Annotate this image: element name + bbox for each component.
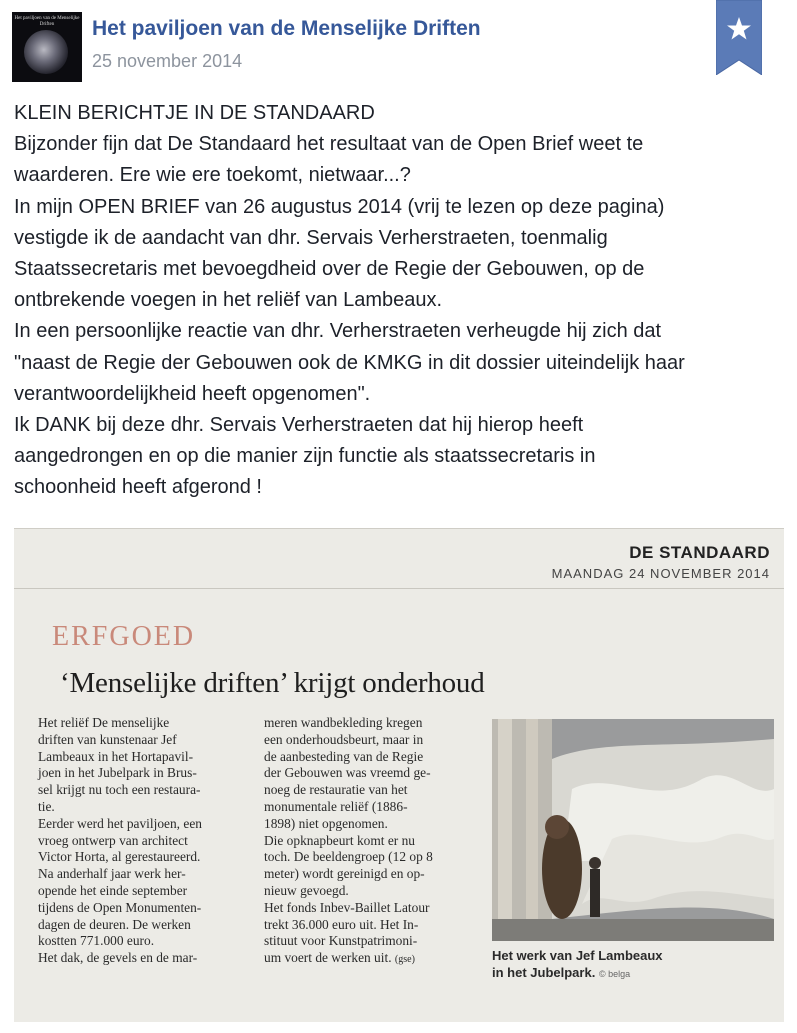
article-line: Eerder werd het paviljoen, een <box>38 815 202 831</box>
post-line: In mijn OPEN BRIEF van 26 augustus 2014 (vrij te lezen op deze pagina) <box>14 195 665 218</box>
author-initials: (gse) <box>394 954 415 966</box>
article-line: meren wandbekleding kregen <box>264 715 423 730</box>
article-line: toch. De beeldengroep (12 op 8 <box>264 849 433 865</box>
post-line: Ik DANK bij deze dhr. Servais Verherstraeten dat hij hierop heeft <box>14 414 584 437</box>
article-line: een onderhoudsbeurt, maar in <box>264 731 424 747</box>
article-line: opende het einde september <box>38 882 188 898</box>
article-line: der Gebouwen was vreemd ge- <box>264 765 431 781</box>
article-line: noeg de restauratie van het <box>264 782 408 798</box>
caption-line-text: in het Jubelpark. <box>492 965 596 980</box>
post-line: Bijzonder fijn dat De Standaard het resultaat van de Open Brief weet te <box>14 133 644 156</box>
post-timestamp[interactable]: 25 november 2014 <box>92 51 243 71</box>
article-line: Na anderhalf jaar werk her- <box>38 866 186 882</box>
article-line: tie. <box>38 798 55 814</box>
article-line-text: um voert de werken uit. <box>264 950 392 966</box>
newspaper-clipping-photo[interactable] <box>14 528 784 1022</box>
post-line: In een persoonlijke reactie van dhr. Verherstraeten verheugde hij zich dat <box>14 320 662 343</box>
article-line: stituut voor Kunstpatrimoni- <box>264 933 418 949</box>
post-line: aangedrongen en op die manier zijn functie als staatssecretaris in <box>14 445 596 468</box>
article-line <box>264 950 486 969</box>
article-column-2 <box>264 715 486 969</box>
post-line: Staatssecretaris met bevoegdheid over de Regie der Gebouwen, op de <box>14 258 645 281</box>
bookmark-ribbon[interactable] <box>716 0 762 75</box>
post-header <box>12 12 712 84</box>
article-line: 1898) niet opgenomen. <box>264 815 388 831</box>
article-line: Die opknapbeurt komt er nu <box>264 832 415 848</box>
page-name-link[interactable]: Het paviljoen van de Menselijke Driften <box>92 17 481 40</box>
section-label: ERFGOED <box>52 621 196 652</box>
caption-line <box>492 964 663 983</box>
post-message <box>14 98 789 504</box>
article-line: meter) wordt gereinigd en op- <box>264 866 425 882</box>
article-line: Victor Horta, al gerestaureerd. <box>38 849 201 865</box>
header-divider <box>14 588 784 589</box>
avatar-image <box>24 30 68 74</box>
newspaper-date: MAANDAG 24 NOVEMBER 2014 <box>551 566 770 581</box>
post-line: KLEIN BERICHTJE IN DE STANDAARD <box>14 102 375 124</box>
article-line: Het fonds Inbev-Baillet Latour <box>264 899 430 915</box>
post-line: vestigde ik de aandacht van dhr. Servais Verherstraeten, toenmalig <box>14 226 608 249</box>
article-line: kostten 771.000 euro. <box>38 933 155 949</box>
article-line: Het dak, de gevels en de mar- <box>38 950 198 966</box>
caption-line: Het werk van Jef Lambeaux <box>492 948 663 963</box>
article-line: joen in het Jubelpark in Brus- <box>38 765 197 781</box>
article-line: Lambeaux in het Hortapavil- <box>38 748 194 764</box>
post-line: ontbrekende voegen in het reliëf van Lambeaux. <box>14 289 443 312</box>
avatar-caption: Het paviljoen van de Menselijke Driften <box>14 16 80 27</box>
article-line: trekt 36.000 euro uit. Het In- <box>264 916 419 932</box>
newspaper-name: DE STANDAARD <box>629 543 770 562</box>
article-line: de aanbesteding van de Regie <box>264 748 424 764</box>
post-line: schoonheid heeft afgerond ! <box>14 476 262 499</box>
post-line: "naast de Regie der Gebouwen ook de KMKG in dit dossier uiteindelijk haar <box>14 351 685 374</box>
article-line: Het reliëf De menselijke <box>38 715 170 730</box>
article-line: sel krijgt nu toch een restaura- <box>38 782 201 798</box>
article-line: tijdens de Open Monumenten- <box>38 899 202 915</box>
photo-caption <box>492 947 663 983</box>
article-line: driften van kunstenaar Jef <box>38 731 177 747</box>
article-line: nieuw gevoegd. <box>264 882 349 898</box>
article-column-1 <box>38 715 258 967</box>
article-line: monumentale reliëf (1886- <box>264 798 408 814</box>
relief-photo <box>492 719 774 941</box>
post-line: verantwoordelijkheid heeft opgenomen". <box>14 382 371 405</box>
article-line: vroeg ontwerp van architect <box>38 832 188 848</box>
photo-credit: © belga <box>598 969 631 979</box>
article-line: dagen de deuren. De werken <box>38 916 191 932</box>
article-headline: ‘Menselijke driften’ krijgt onderhoud <box>60 667 485 699</box>
post-line: waarderen. Ere wie ere toekomt, nietwaar...? <box>14 164 411 187</box>
page-avatar[interactable] <box>12 12 82 82</box>
